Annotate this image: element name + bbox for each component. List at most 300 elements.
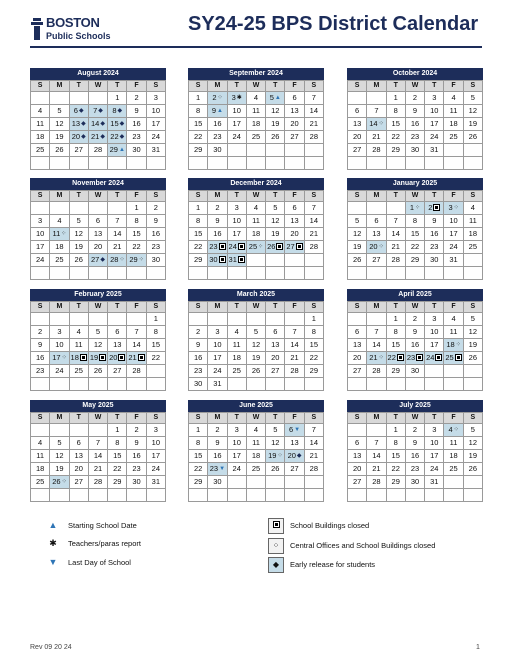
day-cell (189, 424, 208, 437)
day-cell (50, 326, 69, 339)
day-number: 13 (290, 216, 299, 225)
day-cell (367, 352, 386, 365)
empty-cell (50, 202, 69, 215)
legend-label: Early release for students (290, 560, 376, 569)
day-number: 15 (391, 451, 400, 460)
empty-cell (305, 254, 324, 267)
day-cell (50, 228, 69, 241)
day-cell (31, 352, 50, 365)
day-number: 15 (132, 229, 141, 238)
day-cell (127, 228, 146, 241)
day-number: 11 (468, 216, 477, 225)
day-cell (89, 215, 108, 228)
day-number: 21 (290, 353, 299, 362)
day-number: 23 (193, 366, 203, 375)
day-number: 23 (410, 132, 420, 141)
day-number: 31 (449, 255, 458, 264)
day-number: 6 (355, 438, 360, 447)
day-number: 25 (468, 242, 478, 251)
day-number: 8 (112, 106, 117, 115)
day-cell (208, 228, 227, 241)
day-cell (31, 450, 50, 463)
day-number: 29 (193, 477, 203, 486)
day-cell (285, 450, 304, 463)
day-number: 18 (35, 132, 45, 141)
empty-cell (189, 489, 208, 502)
day-number: 23 (209, 242, 218, 251)
day-number: 1 (311, 314, 316, 323)
weekday-header: T (70, 191, 89, 202)
day-number: 20 (290, 229, 299, 238)
day-cell (367, 339, 386, 352)
day-number: 10 (430, 438, 439, 447)
day-number: 6 (73, 106, 78, 115)
day-number: 19 (468, 340, 478, 349)
day-number: 13 (352, 451, 362, 460)
day-cell (108, 131, 127, 144)
day-cell (127, 202, 146, 215)
day-number: 19 (468, 119, 478, 128)
day-number: 31 (151, 477, 161, 486)
diamond-icon: ◆ (81, 134, 86, 141)
day-number: 11 (252, 106, 260, 115)
day-cell (444, 215, 463, 228)
day-number: 8 (393, 106, 398, 115)
day-number: 1 (393, 93, 398, 102)
weekday-header: S (31, 413, 50, 424)
day-number: 11 (252, 216, 260, 225)
day-number: 3 (153, 425, 158, 434)
day-cell (425, 254, 444, 267)
day-number: 5 (269, 93, 274, 102)
day-number: 9 (38, 340, 43, 349)
square-icon (80, 354, 87, 361)
day-cell (50, 105, 69, 118)
month-grid (188, 80, 324, 170)
empty-cell (228, 144, 247, 157)
empty-cell (266, 489, 285, 502)
weekday-header: T (70, 302, 89, 313)
day-cell (31, 228, 50, 241)
day-number: 20 (93, 242, 103, 251)
empty-cell (285, 313, 304, 326)
day-number: 20 (74, 464, 83, 473)
day-number: 30 (410, 145, 420, 154)
day-number: 12 (74, 229, 83, 238)
day-number: 26 (55, 145, 64, 154)
weekday-header: M (367, 81, 386, 92)
day-number: 5 (253, 327, 259, 336)
day-cell (70, 450, 89, 463)
day-number: 28 (309, 132, 319, 141)
day-number: 22 (193, 242, 203, 251)
day-number: 4 (451, 314, 456, 323)
day-number: 4 (234, 327, 239, 336)
day-cell (266, 352, 285, 365)
day-cell (31, 131, 50, 144)
day-number: 21 (309, 451, 319, 460)
empty-cell (89, 92, 108, 105)
empty-cell (108, 378, 127, 391)
empty-cell (50, 92, 69, 105)
day-number: 4 (57, 216, 62, 225)
day-number: 25 (232, 366, 241, 375)
day-number: 13 (352, 119, 362, 128)
day-number: 5 (57, 106, 62, 115)
day-cell (189, 365, 208, 378)
day-number: 25 (251, 132, 261, 141)
day-number: 6 (355, 327, 360, 336)
day-cell (127, 424, 146, 437)
triangle-up-icon: ▲ (217, 108, 223, 115)
day-cell (387, 476, 406, 489)
day-number: 11 (252, 438, 260, 447)
day-cell (189, 215, 208, 228)
day-number: 16 (430, 229, 439, 238)
day-cell (425, 131, 444, 144)
day-number: 16 (35, 353, 45, 362)
day-cell (406, 254, 425, 267)
empty-cell (425, 365, 444, 378)
day-cell (247, 215, 266, 228)
day-number: 3 (231, 93, 236, 102)
title-divider (30, 46, 482, 48)
weekday-header: T (228, 81, 247, 92)
weekday-header: S (147, 413, 166, 424)
day-cell (247, 424, 266, 437)
triangle-up-icon: ▲ (274, 95, 281, 102)
weekday-header: S (31, 191, 50, 202)
day-cell (247, 131, 266, 144)
weekday-header: T (266, 413, 285, 424)
month-grid (30, 301, 166, 391)
empty-cell (285, 267, 304, 280)
day-number: 24 (449, 242, 458, 251)
empty-cell (247, 254, 266, 267)
empty-cell (108, 267, 127, 280)
day-number: 23 (151, 242, 161, 251)
day-number: 27 (352, 366, 362, 375)
day-cell (247, 437, 266, 450)
empty-cell (425, 489, 444, 502)
day-cell (228, 92, 247, 105)
day-cell (305, 202, 324, 215)
day-number: 16 (410, 119, 420, 128)
day-number: 4 (38, 438, 43, 447)
month-grid (347, 301, 483, 391)
day-number: 27 (74, 145, 83, 154)
day-number: 11 (74, 340, 83, 349)
day-cell (50, 339, 69, 352)
day-number: 30 (132, 477, 141, 486)
day-number: 9 (412, 327, 418, 336)
empty-cell (406, 489, 425, 502)
weekday-header: M (208, 191, 227, 202)
day-number: 28 (372, 145, 381, 154)
day-cell (266, 437, 285, 450)
empty-cell (285, 157, 304, 170)
day-number: 15 (391, 340, 400, 349)
empty-cell (50, 313, 69, 326)
day-cell (348, 228, 367, 241)
day-number: 24 (213, 366, 222, 375)
day-cell (108, 450, 127, 463)
day-number: 9 (211, 106, 217, 115)
weekday-header: T (228, 191, 247, 202)
day-cell (367, 215, 386, 228)
day-cell (285, 105, 304, 118)
square-icon (397, 354, 404, 361)
dots-diamond-icon: ⁘ (415, 205, 421, 212)
empty-cell (70, 267, 89, 280)
day-cell (70, 476, 89, 489)
empty-cell (406, 267, 425, 280)
day-cell (406, 339, 425, 352)
day-cell (189, 437, 208, 450)
day-cell (108, 92, 127, 105)
day-cell (348, 450, 367, 463)
weekday-header: F (444, 81, 463, 92)
day-cell (208, 463, 227, 476)
day-cell (208, 105, 227, 118)
empty-cell (189, 157, 208, 170)
dots-diamond-icon: ⁘ (138, 257, 144, 264)
day-number: 21 (91, 132, 100, 141)
day-cell (406, 92, 425, 105)
diamond-icon: ◆ (119, 121, 125, 128)
day-cell (464, 202, 483, 215)
day-number: 26 (271, 464, 280, 473)
dots-diamond-icon: ⁘ (453, 205, 459, 212)
day-number: 22 (193, 464, 203, 473)
weekday-header: F (285, 302, 304, 313)
day-cell (189, 476, 208, 489)
day-cell (70, 339, 89, 352)
day-number: 5 (470, 314, 475, 323)
dots-diamond-icon: ⁘ (378, 355, 384, 362)
day-number: 3 (57, 327, 62, 336)
day-number: 1 (153, 314, 158, 323)
day-cell (189, 118, 208, 131)
month-title: January 2025 (347, 178, 483, 190)
dots-diamond-icon: ⁘ (378, 244, 384, 251)
day-cell (367, 437, 386, 450)
empty-cell (348, 92, 367, 105)
weekday-header: W (247, 413, 266, 424)
day-number: 6 (115, 327, 120, 336)
legend-label: School Buildings closed (290, 521, 370, 530)
day-cell (444, 254, 463, 267)
day-number: 22 (309, 353, 319, 362)
day-number: 30 (410, 477, 420, 486)
day-cell (127, 144, 146, 157)
day-number: 29 (193, 145, 203, 154)
day-cell (425, 92, 444, 105)
day-number: 13 (113, 340, 122, 349)
legend-label: Last Day of School (68, 558, 131, 567)
day-number: 7 (374, 438, 379, 447)
empty-cell (425, 157, 444, 170)
day-number: 5 (355, 216, 360, 225)
day-cell (147, 144, 166, 157)
day-cell (305, 326, 324, 339)
day-number: 21 (369, 353, 378, 362)
day-number: 10 (55, 340, 64, 349)
empty-cell (425, 378, 444, 391)
day-cell (147, 352, 166, 365)
day-number: 3 (432, 314, 437, 323)
weekday-header: M (50, 302, 69, 313)
day-number: 21 (372, 464, 381, 473)
weekday-header: F (444, 191, 463, 202)
day-cell (247, 92, 266, 105)
day-cell (266, 326, 285, 339)
day-cell (305, 241, 324, 254)
day-cell (108, 241, 127, 254)
triangle-up-icon: ▲ (48, 520, 58, 530)
day-number: 14 (369, 119, 378, 128)
day-number: 28 (110, 255, 119, 264)
day-cell (208, 352, 227, 365)
day-number: 17 (35, 242, 45, 251)
day-number: 2 (412, 425, 418, 434)
day-cell (348, 254, 367, 267)
day-cell (348, 131, 367, 144)
weekday-header: W (89, 191, 108, 202)
day-number: 15 (391, 119, 400, 128)
day-cell (406, 202, 425, 215)
day-cell (406, 326, 425, 339)
day-number: 18 (35, 464, 45, 473)
weekday-header: F (127, 191, 146, 202)
weekday-header: S (189, 302, 208, 313)
day-number: 7 (115, 216, 120, 225)
empty-cell (70, 313, 89, 326)
day-cell (406, 105, 425, 118)
day-number: 26 (251, 366, 261, 375)
weekday-header: W (406, 81, 425, 92)
day-cell (127, 352, 146, 365)
empty-cell (127, 157, 146, 170)
day-cell (208, 118, 227, 131)
day-cell (228, 215, 247, 228)
day-number: 1 (134, 203, 139, 212)
day-number: 20 (352, 353, 362, 362)
day-number: 23 (213, 132, 222, 141)
day-number: 2 (212, 93, 217, 102)
day-number: 24 (430, 132, 439, 141)
empty-cell (266, 254, 285, 267)
day-number: 24 (35, 255, 45, 264)
day-number: 25 (445, 353, 454, 362)
day-number: 29 (193, 255, 203, 264)
day-cell (70, 131, 89, 144)
empty-cell (31, 424, 50, 437)
day-cell (108, 105, 127, 118)
empty-cell (464, 157, 483, 170)
day-number: 10 (232, 438, 241, 447)
day-number: 25 (35, 477, 45, 486)
day-cell (367, 365, 386, 378)
empty-cell (31, 378, 50, 391)
day-number: 9 (134, 106, 139, 115)
empty-cell (367, 267, 386, 280)
day-number: 24 (430, 464, 439, 473)
month-title: September 2024 (188, 68, 324, 80)
day-cell (444, 463, 463, 476)
diamond-icon: ◆ (98, 108, 103, 115)
month-calendar (347, 400, 483, 502)
day-cell (70, 352, 89, 365)
day-cell (70, 105, 89, 118)
weekday-header: W (247, 191, 266, 202)
day-cell (208, 437, 227, 450)
day-cell (266, 228, 285, 241)
day-number: 26 (468, 132, 478, 141)
day-cell (305, 352, 324, 365)
empty-cell (189, 267, 208, 280)
day-number: 29 (410, 255, 420, 264)
day-number: 25 (35, 145, 45, 154)
day-cell (425, 144, 444, 157)
weekday-header: T (266, 81, 285, 92)
day-number: 23 (410, 464, 420, 473)
month-calendar (30, 178, 166, 280)
day-cell (444, 326, 463, 339)
day-cell (50, 131, 69, 144)
day-cell (305, 118, 324, 131)
empty-cell (247, 157, 266, 170)
day-cell (425, 118, 444, 131)
day-cell (70, 463, 89, 476)
day-number: 26 (93, 366, 103, 375)
day-number: 18 (251, 451, 261, 460)
weekday-header: S (348, 302, 367, 313)
day-cell (266, 215, 285, 228)
weekday-header: S (31, 302, 50, 313)
day-cell (31, 365, 50, 378)
day-number: 12 (251, 340, 261, 349)
day-number: 23 (35, 366, 45, 375)
day-cell (108, 228, 127, 241)
day-cell (425, 339, 444, 352)
day-number: 10 (232, 106, 241, 115)
day-number: 4 (470, 203, 475, 212)
square-icon (238, 243, 245, 250)
day-cell (147, 339, 166, 352)
day-number: 2 (134, 425, 139, 434)
day-cell (406, 241, 425, 254)
dots-diamond-icon: ⁘ (119, 257, 125, 264)
day-cell (266, 92, 285, 105)
day-cell (127, 339, 146, 352)
diamond-icon: ◆ (268, 557, 284, 573)
day-number: 7 (95, 438, 101, 447)
weekday-header: M (367, 413, 386, 424)
day-number: 11 (52, 229, 61, 238)
month-calendar (347, 178, 483, 280)
empty-cell (387, 489, 406, 502)
day-cell (147, 424, 166, 437)
day-cell (285, 241, 304, 254)
empty-cell (444, 365, 463, 378)
day-cell (387, 339, 406, 352)
month-calendar (347, 289, 483, 391)
day-number: 2 (412, 314, 418, 323)
page-number: 1 (476, 644, 480, 651)
day-number: 28 (309, 464, 319, 473)
day-number: 9 (215, 438, 220, 447)
